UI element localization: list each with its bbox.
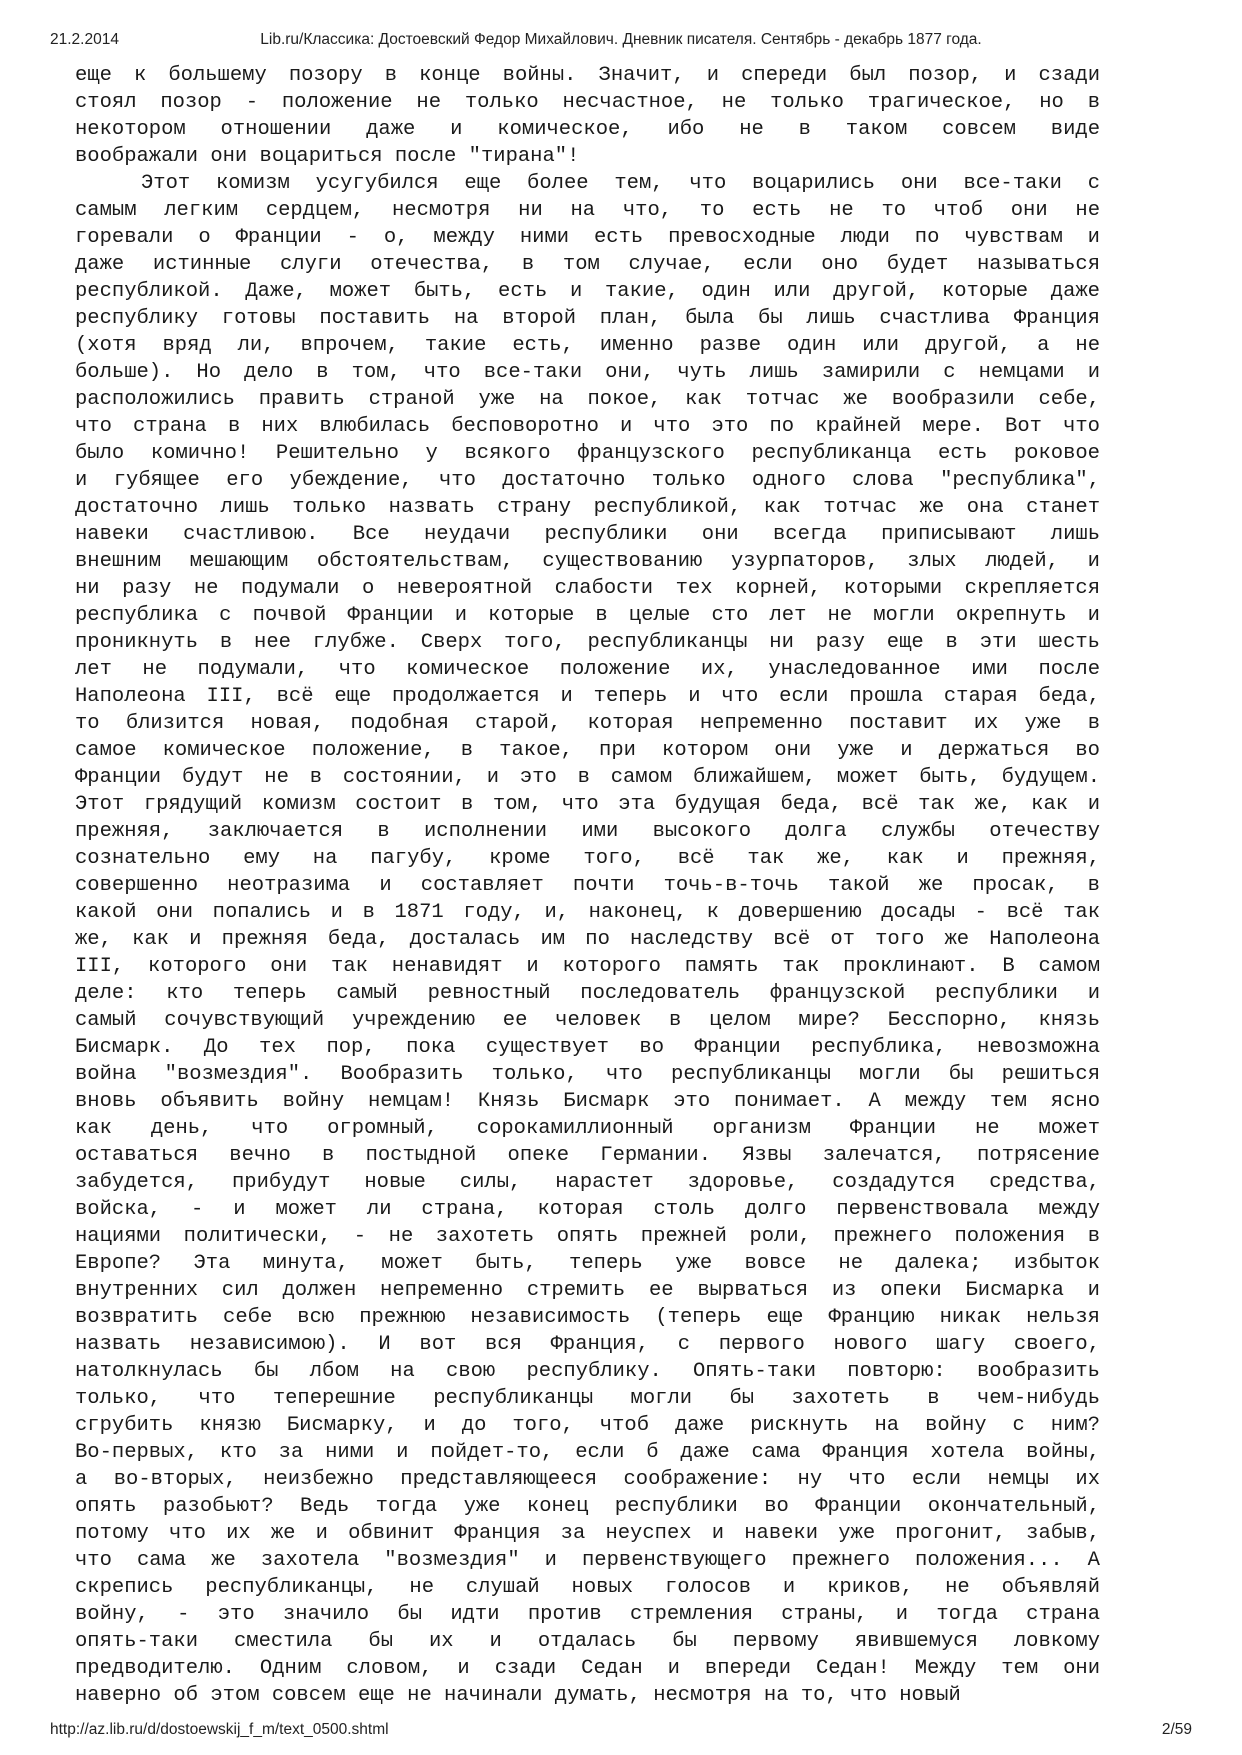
text-line: сознательно ему на пагубу, кроме того, всё так же, как и прежняя, [75,847,1100,870]
text-line: III, которого они так ненавидят и которого память так проклинают. В самом [75,955,1100,978]
text-line: Этот комизм усугубился еще более тем, что воцарились они все-таки с [141,172,1100,195]
text-line: расположились править страной уже на покое, как тотчас же вообразили себе, [75,388,1100,411]
text-line: даже истинные слуги отечества, в том случае, если оно будет называться [75,253,1100,276]
text-line: опять разобьют? Ведь тогда уже конец республики во Франции окончательный, [75,1495,1100,1518]
text-line: республику готовы поставить на второй план, была бы лишь счастлива Франция [75,307,1100,330]
text-line: какой они попались и в 1871 году, и, наконец, к довершению досады - всё так [75,901,1100,924]
text-line: натолкнулась бы лбом на свою республику. Опять-таки повторю: вообразить [75,1360,1100,1383]
text-line: война "возмездия". Вообразить только, что республиканцы могли бы решиться [75,1063,1100,1086]
text-line: Франции будут не в состоянии, и это в самом ближайшем, может быть, будущем. [75,766,1100,789]
page-header [50,31,1192,53]
text-line: же, как и прежняя беда, досталась им по наследству всё от того же Наполеона [75,928,1100,951]
text-line: ни разу не подумали о невероятной слабости тех корней, которыми скрепляется [75,577,1100,600]
text-line: стоял позор - положение не только несчастное, не только трагическое, но в [75,91,1100,114]
text-line: еще к большему позору в конце войны. Значит, и спереди был позор, и сзади [75,64,1100,87]
text-line: достаточно лишь только назвать страну республикой, как тотчас же она станет [75,496,1100,519]
text-line: опять-таки сместила бы их и отдалась бы первому явившемуся ловкому [75,1630,1100,1653]
text-line: прежняя, заключается в исполнении ими высокого долга службы отечеству [75,820,1100,843]
text-line: только, что теперешние республиканцы могли бы захотеть в чем-нибудь [75,1387,1100,1410]
document-text [75,62,1100,1709]
text-line: больше). Но дело в том, что все-таки они, чуть лишь замирили с немцами и [75,361,1100,384]
text-line: сгрубить князю Бисмарку, и до того, чтоб даже рискнуть на войну с ним? [75,1414,1100,1437]
text-line: деле: кто теперь самый ревностный последователь французской республики и [75,982,1100,1005]
text-line: потому что их же и обвинит Франция за неуспех и навеки уже прогонит, забыв, [75,1522,1100,1545]
text-line: самое комическое положение, в такое, при котором они уже и держаться во [75,739,1100,762]
text-line: республика с почвой Франции и которые в целые сто лет не могли окрепнуть и [75,604,1100,627]
text-line: забудется, прибудут новые силы, нарастет здоровье, создадутся средства, [75,1171,1100,1194]
text-line: что сама же захотела "возмездия" и первенствующего прежнего положения... А [75,1549,1100,1572]
text-line: республикой. Даже, может быть, есть и такие, один или другой, которые даже [75,280,1100,303]
text-line: вновь объявить войну немцам! Князь Бисмарк это понимает. А между тем ясно [75,1090,1100,1113]
text-line: и губящее его убеждение, что достаточно только одного слова "республика", [75,469,1100,492]
text-line: а во-вторых, неизбежно представляющееся соображение: ну что если немцы их [75,1468,1100,1491]
text-line: проникнуть в нее глубже. Сверх того, республиканцы ни разу еще в эти шесть [75,631,1100,654]
text-line: совершенно неотразима и составляет почти точь-в-точь такой же просак, в [75,874,1100,897]
text-line: оставаться вечно в постыдной опеке Германии. Язвы залечатся, потрясение [75,1144,1100,1167]
text-line: внутренних сил должен непременно стремить ее вырваться из опеки Бисмарка и [75,1279,1100,1302]
text-line: Европе? Эта минута, может быть, теперь уже вовсе не далека; избыток [75,1252,1100,1275]
text-line: как день, что огромный, сорокамиллионный организм Франции не может [75,1117,1100,1140]
text-line: самый сочувствующий учреждению ее человек в целом мире? Бесспорно, князь [75,1009,1100,1032]
text-line: войну, - это значило бы идти против стремления страны, и тогда страна [75,1603,1100,1626]
text-line: воображали они воцариться после "тирана"! [75,145,580,168]
text-line: лет не подумали, что комическое положение их, унаследованное ими после [75,658,1100,681]
page-url: http://az.lib.ru/d/dostoewskij_f_m/text_0500.shtml [50,1721,389,1738]
text-line: навеки счастливою. Все неудачи республики они всегда приписывают лишь [75,523,1100,546]
text-line: Наполеона III, всё еще продолжается и теперь и что если прошла старая беда, [75,685,1100,708]
text-line: Бисмарк. До тех пор, пока существует во Франции республика, невозможна [75,1036,1100,1059]
page-footer [50,1721,1192,1743]
text-line: (хотя вряд ли, впрочем, такие есть, именно разве один или другой, а не [75,334,1100,357]
text-line: назвать независимою). И вот вся Франция, с первого нового шагу своего, [75,1333,1100,1356]
text-line: наверно об этом совсем еще не начинали думать, несмотря на то, что новый [75,1684,961,1707]
text-line: нациями политически, - не захотеть опять прежней роли, прежнего положения в [75,1225,1100,1248]
text-line: то близится новая, подобная старой, которая непременно поставит их уже в [75,712,1100,735]
text-line: горевали о Франции - о, между ними есть превосходные люди по чувствам и [75,226,1100,249]
text-line: внешним мешающим обстоятельствам, существованию узурпаторов, злых людей, и [75,550,1100,573]
text-line: что страна в них влюбилась бесповоротно и что это по крайней мере. Вот что [75,415,1100,438]
text-line: Этот грядущий комизм состоит в том, что эта будущая беда, всё так же, как и [75,793,1100,816]
text-line: войска, - и может ли страна, которая столь долго первенствовала между [75,1198,1100,1221]
text-line: возвратить себе всю прежнюю независимость (теперь еще Францию никак нельзя [75,1306,1100,1329]
text-line: некотором отношении даже и комическое, ибо не в таком совсем виде [75,118,1100,141]
page-number: 2/59 [1161,1721,1192,1738]
print-date: 21.2.2014 [50,31,119,48]
text-line: Во-первых, кто за ними и пойдет-то, если б даже сама Франция хотела войны, [75,1441,1100,1464]
text-line: скрепись республиканцы, не слушай новых голосов и криков, не объявляй [75,1576,1100,1599]
text-line: было комично! Решительно у всякого французского республиканца есть роковое [75,442,1100,465]
page-title: Lib.ru/Классика: Достоевский Федор Михайлович. Дневник писателя. Сентябрь - декабрь 1877 года. [260,31,982,48]
text-line: самым легким сердцем, несмотря ни на что, то есть не то чтоб они не [75,199,1100,222]
text-line: предводителю. Одним словом, и сзади Седан и впереди Седан! Между тем они [75,1657,1100,1680]
